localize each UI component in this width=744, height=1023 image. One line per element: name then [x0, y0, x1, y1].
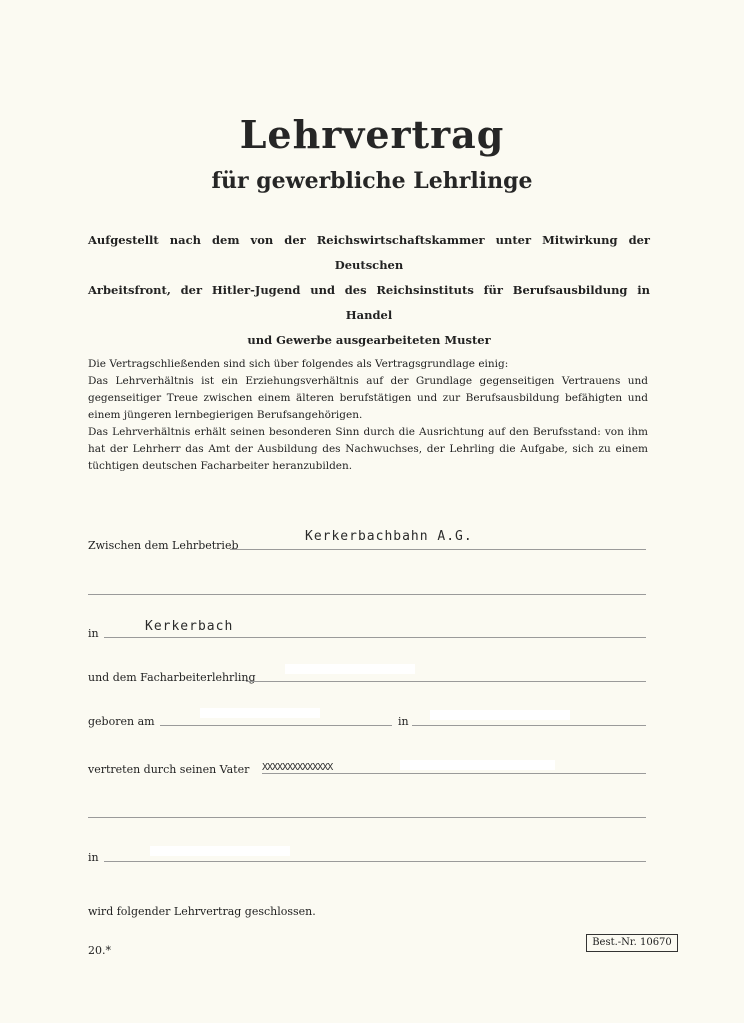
- blank-line[interactable]: [88, 817, 646, 818]
- preamble: [88, 356, 648, 475]
- redaction: [200, 708, 320, 718]
- intro-line: Aufgestellt nach dem von der Reichswirtschaftskammer unter Mitwirkung der Deutschen: [88, 233, 650, 272]
- intro-text: [88, 228, 650, 353]
- intro-line: und Gewerbe ausgearbeiteten Muster: [247, 333, 491, 347]
- lehrbetrieb-value: Kerkerbachbahn A.G.: [305, 529, 473, 544]
- geboren-in-line[interactable]: [412, 725, 646, 726]
- blank-line[interactable]: [88, 594, 646, 595]
- redaction: [430, 710, 570, 720]
- ort1-line[interactable]: [104, 637, 646, 638]
- ort1-label: in: [88, 627, 99, 640]
- lehrbetrieb-line[interactable]: [230, 549, 646, 550]
- closing-text: wird folgender Lehrvertrag geschlossen.: [88, 905, 316, 918]
- lehrbetrieb-label: Zwischen dem Lehrbetrieb: [88, 539, 239, 552]
- preamble-paragraph: Die Vertragschließenden sind sich über folgendes als Vertragsgrundlage einig:: [88, 358, 509, 370]
- ort2-label: in: [88, 851, 99, 864]
- geboren-line[interactable]: [160, 725, 392, 726]
- redaction: [285, 664, 415, 674]
- redaction: [150, 846, 290, 856]
- geboren-in-label: in: [398, 715, 409, 728]
- lehrling-line[interactable]: [246, 681, 646, 682]
- ort1-value: Kerkerbach: [145, 619, 234, 634]
- geboren-label: geboren am: [88, 715, 155, 728]
- vater-struck-text: XXXXXXXXXXXXXX: [262, 762, 333, 773]
- document-subtitle: für gewerbliche Lehrlinge: [211, 168, 533, 194]
- vater-label: vertreten durch seinen Vater: [88, 763, 250, 776]
- intro-line: Arbeitsfront, der Hitler-Jugend und des Reichsinstituts für Berufsausbildung in Handel: [88, 283, 650, 322]
- order-number-box: Best.-Nr. 10670: [586, 934, 678, 952]
- preamble-paragraph: Das Lehrverhältnis erhält seinen besonderen Sinn durch die Ausrichtung auf den Berufsstand: von ihm hat der Lehrherr das Amt der Ausbildung des Nachwuchses, der Lehrling die Aufgabe, sich zu einem tüchtigen deutschen Facharbeiter heranzubilden.: [88, 426, 648, 472]
- preamble-paragraph: Das Lehrverhältnis ist ein Erziehungsverhältnis auf der Grundlage gegenseitigen Vertrauens und gegenseitiger Treue zwischen einem älteren berufstätigen und zur Berufsausbildung befähigten und einem jüngeren lernbegierigen Berufsangehörigen.: [88, 375, 648, 421]
- redaction: [400, 760, 555, 770]
- document-title: Lehrvertrag: [239, 112, 505, 157]
- ort2-line[interactable]: [104, 861, 646, 862]
- lehrling-label: und dem Facharbeiterlehrling: [88, 671, 256, 684]
- footer-mark: 20.*: [88, 944, 111, 957]
- vater-line[interactable]: [262, 773, 646, 774]
